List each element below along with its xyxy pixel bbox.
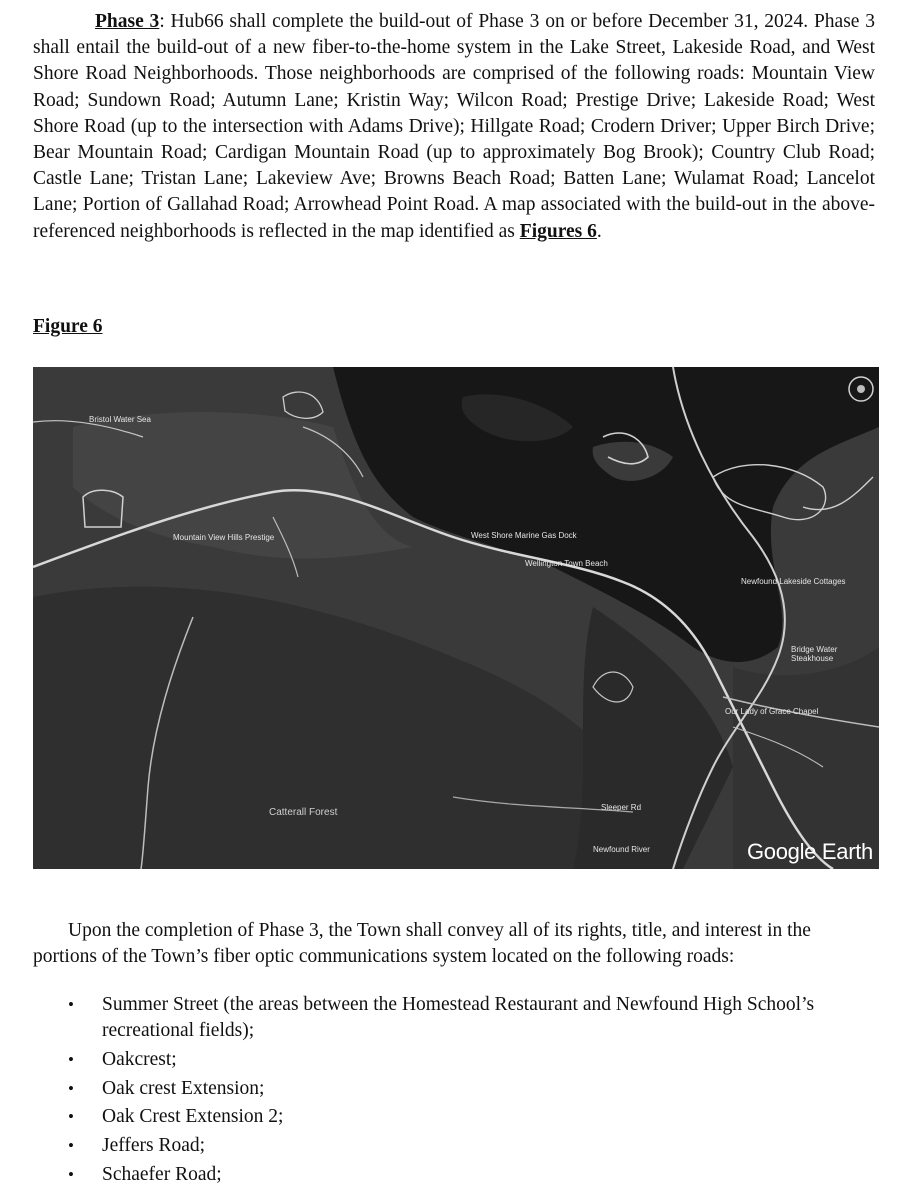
list-item [0, 1104, 900, 1130]
conveyance-paragraph [33, 918, 878, 970]
map-label-forest: Catterall Forest [269, 807, 338, 818]
list-item [0, 1076, 900, 1102]
figure-label: Figure 6 [33, 316, 103, 337]
list-item [0, 1047, 900, 1073]
satellite-map-image [33, 367, 879, 869]
phase3-text: : Hub66 shall complete the build-out of Phase 3 on or before December 31, 2024. Phase 3 shall entail the build-out of a new fiber-to-the-home system in the Lake Street, Lakeside Road, and West Shore Road Neighborhoods. Those neighborhoods are comprised of the following roads: Mountain View Road; Sundown Road; Autumn Lane; Kristin Way; Wilcon Road; Prestige Drive; Lakeside Road; West Shore Road (up to the intersection with Adams Drive); Hillgate Road; Crodern Driver; Upper Birch Drive; Bear Mountain Road; Cardigan Mountain Road (up to approximately Bog Brook); Country Club Road; Castle Lane; Tristan Lane; Lakeview Ave; Browns Beach Road; Batten Lane; Wulamat Road; Lancelot Lane; Portion of Gallahad Road; Arrowhead Point Road. A map associated with the build-out in the above-referenced neighborhoods is reflected in the map identified as [33, 11, 875, 242]
phase3-text-end: . [596, 220, 602, 242]
list-item [0, 1133, 900, 1159]
map-label-lakeside-cottages: Newfound Lakeside Cottages [741, 577, 846, 586]
road-name: Summer Street (the areas between the Homestead Restaurant and Newfound High School’s recreational fields); [102, 994, 815, 1042]
map-graphic [33, 367, 879, 869]
map-label-town-beach: Wellington Town Beach [525, 559, 608, 568]
google-earth-logo: Google Earth [746, 839, 873, 864]
road-name: Schaefer Road; [102, 1163, 222, 1185]
list-item [0, 992, 900, 1044]
road-name: Oak Crest Extension 2; [102, 1106, 284, 1128]
road-name: Jeffers Road; [102, 1135, 206, 1157]
bullet-icon: • [68, 995, 74, 1014]
map-label-steakhouse: Bridge Water Steakhouse [791, 645, 838, 663]
bullet-icon: • [68, 1136, 74, 1156]
bullet-icon: • [68, 1164, 74, 1184]
road-name: Oakcrest; [102, 1048, 177, 1070]
bullet-icon: • [68, 1049, 74, 1069]
roads-list [0, 992, 900, 1190]
map-label-bristol: Bristol Water Sea [89, 415, 151, 424]
conveyance-text: Upon the completion of Phase 3, the Town shall convey all of its rights, title, and interest in the portions of the Town’s fiber optic communications system located on the following roads: [33, 920, 811, 967]
map-label-gas-dock: West Shore Marine Gas Dock [471, 531, 577, 540]
list-item [0, 1162, 900, 1188]
road-name: Oak crest Extension; [102, 1077, 265, 1099]
figure-reference: Figures 6 [519, 220, 597, 242]
map-label-mountain-view: Mountain View Hills Prestige [173, 533, 275, 542]
map-label-newfound-river: Newfound River [593, 845, 650, 854]
bullet-icon: • [68, 1078, 74, 1098]
map-label-sleeper-rd: Sleeper Rd [601, 803, 642, 812]
phase3-heading: Phase 3 [95, 11, 160, 32]
map-label-chapel: Our Lady of Grace Chapel [725, 707, 819, 716]
phase3-paragraph [33, 9, 875, 245]
bullet-icon: • [68, 1107, 74, 1127]
